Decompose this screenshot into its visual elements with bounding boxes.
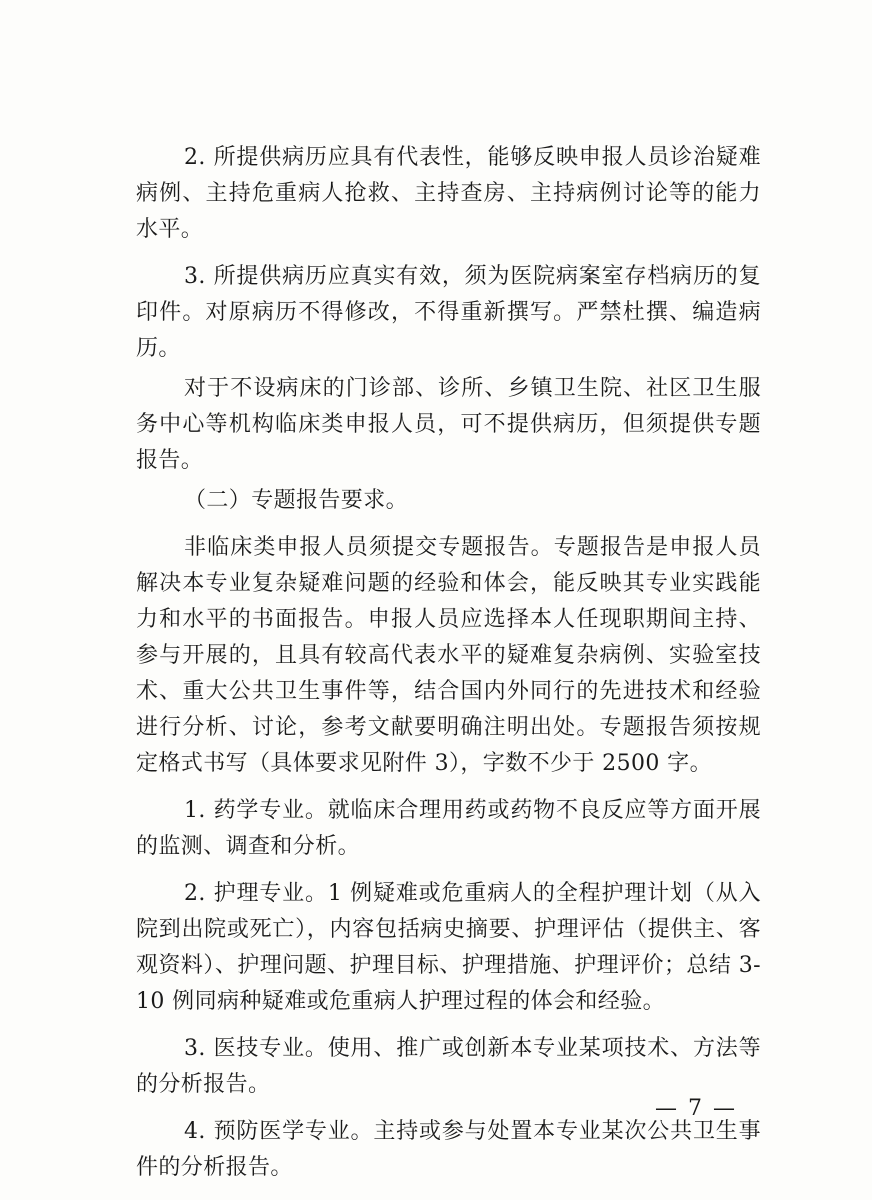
paragraph-medical-technology: 3. 医技专业。使用、推广或创新本专业某项技术、方法等的分析报告。 (136, 1036, 761, 1097)
paragraph-nursing: 2. 护理专业。1 例疑难或危重病人的全程护理计划（从入院到出院或死亡），内容包括病史摘要、护理评估（提供主、客观资料）、护理问题、护理目标、护理措施、护理评价；总结 3-10 例同病种疑难或危重病人护理过程的体会和经验。 (136, 881, 761, 1014)
section-heading-special-report: （二）专题报告要求。 (184, 488, 409, 513)
paragraph-special-report-requirements: 非临床类申报人员须提交专题报告。专题报告是申报人员解决本专业复杂疑难问题的经验和体会，能反映其专业实践能力和水平的书面报告。申报人员应选择本人任现职期间主持、参与开展的，且具有较高代表水平的疑难复杂病例、实验室技术、重大公共卫生事件等，结合国内外同行的先进技术和经验进行分析、讨论，参考文献要明确注明出处。专题报告须按规定格式书写（具体要求见附件 3），字数不少于 2500 字。 (136, 535, 761, 776)
paragraph-case-authentic: 3. 所提供病历应真实有效，须为医院病案室存档病历的复印件。对原病历不得修改，不得重新撰写。严禁杜撰、编造病历。 (136, 264, 761, 361)
paragraph-no-bed-institutions: 对于不设病床的门诊部、诊所、乡镇卫生院、社区卫生服务中心等机构临床类申报人员，可不提供病历，但须提供专题报告。 (136, 376, 761, 473)
paragraph-preventive-medicine: 4. 预防医学专业。主持或参与处置本专业某次公共卫生事件的分析报告。 (136, 1119, 761, 1180)
page-number: — 7 — (655, 1096, 737, 1121)
paragraph-case-representative: 2. 所提供病历应具有代表性，能够反映申报人员诊治疑难病例、主持危重病人抢救、主持查房、主持病例讨论等的能力水平。 (136, 145, 761, 242)
document-body (136, 140, 761, 1197)
paragraph-pharmacy: 1. 药学专业。就临床合理用药或药物不良反应等方面开展的监测、调查和分析。 (136, 798, 761, 859)
